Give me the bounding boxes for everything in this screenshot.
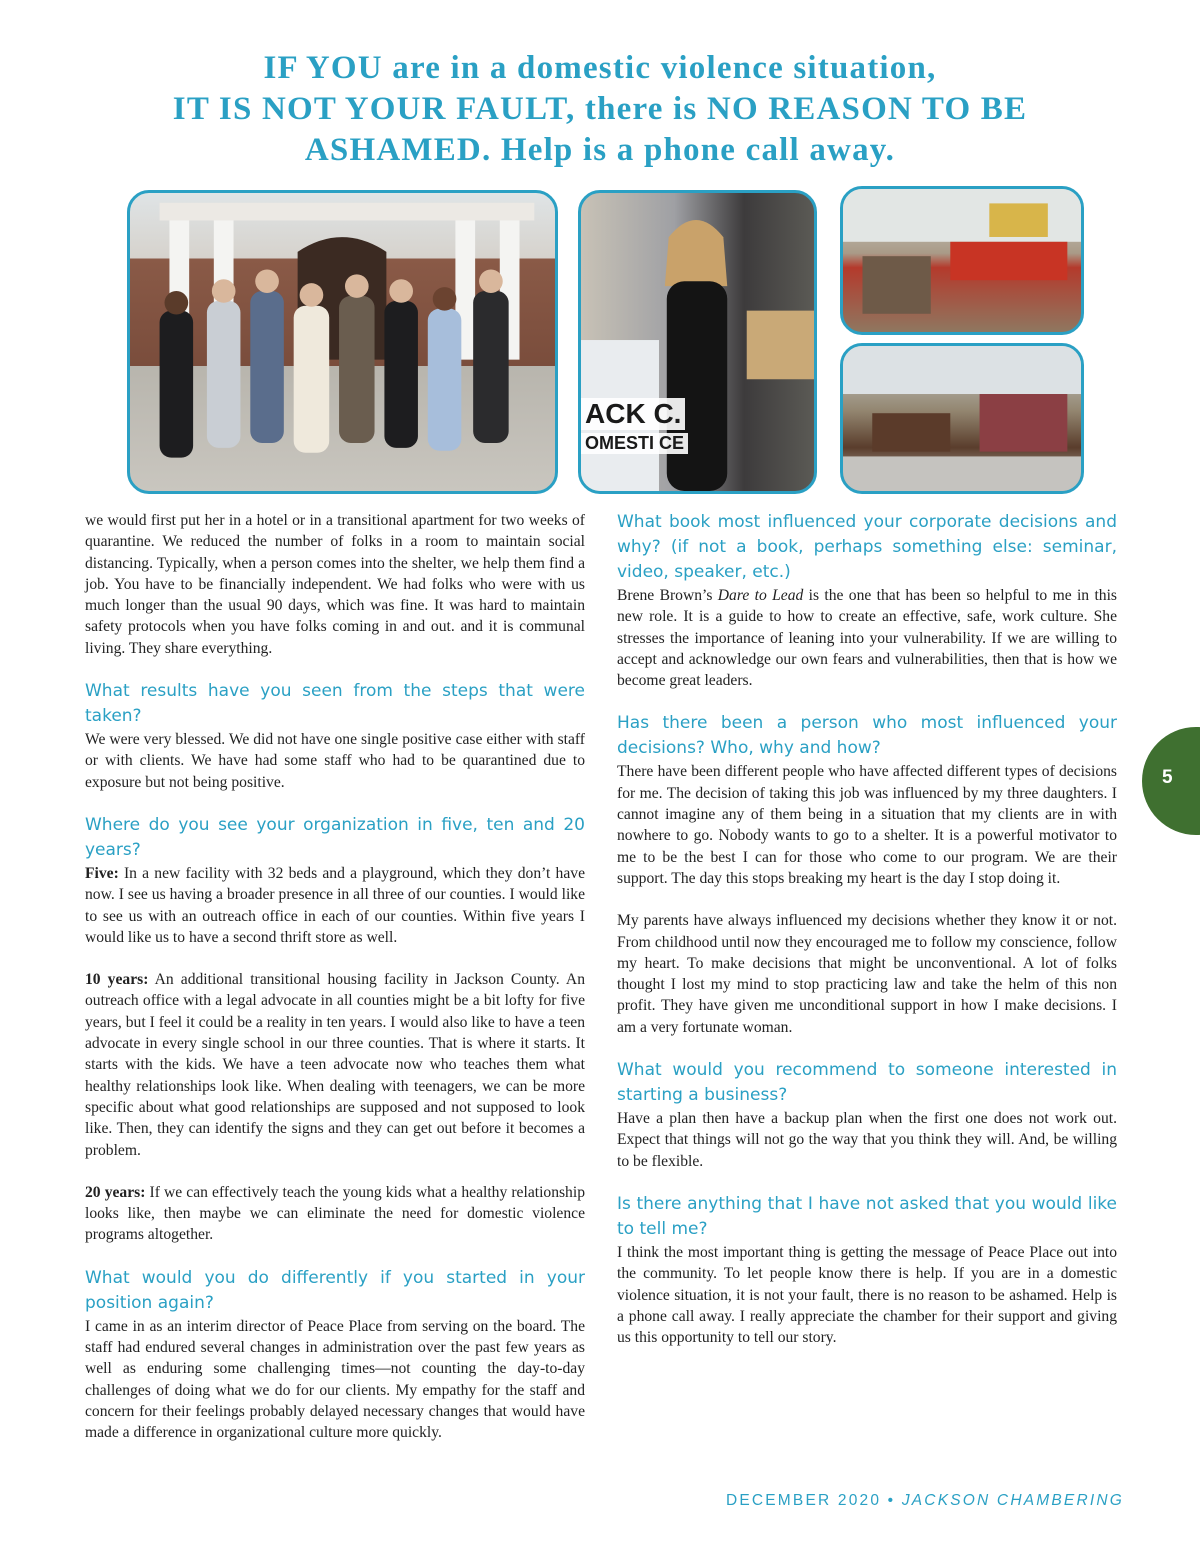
thrift-store-illustration-2: [843, 346, 1081, 491]
question-business: What would you recommend to someone interested in starting a business?: [617, 1060, 1117, 1106]
answer-business: Have a plan then have a backup plan when the first one does not work out. Expect that things will not go the way that you think they will. And, be willing to be flexible.: [617, 1110, 1117, 1170]
left-column: [85, 510, 585, 1444]
footer: [726, 1492, 1124, 1510]
headline-line-2: IT IS NOT YOUR FAULT, there is NO REASON TO BE: [172, 91, 1028, 127]
question-differently: What would you do differently if you started in your position again?: [85, 1267, 585, 1313]
footer-date: DECEMBER 2020 •: [725, 1492, 902, 1509]
answer-ten-years: [85, 969, 585, 1161]
question-results: What results have you seen from the steps that were taken?: [85, 681, 585, 727]
twenty-text: If we can effectively teach the young kids what a healthy relationship looks like, then maybe we can eliminate the need for domestic violence programs altogether.: [85, 1183, 585, 1244]
staff-group-illustration: [130, 193, 555, 491]
sign-text-1: ACK C.: [581, 398, 685, 430]
thrift-store-photo-2: [840, 343, 1084, 494]
page-number-tab: [1142, 727, 1200, 835]
answer-differently: I came in as an interim director of Peace Place from serving on the board. The staff had endured several changes in administration over the past few years as well as enduring some challenging times—not counting the day-to-day challenges of doing what we do for our clients. My empathy for the staff and concern for their feelings probably delayed necessary changes that would have made a difference in organizational culture more quickly.: [85, 1317, 585, 1442]
page-number: 5: [1162, 767, 1173, 788]
question-person: Has there been a person who most influenced your decisions? Who, why and how?: [617, 713, 1117, 759]
answer-book-post: is the one that has been so helpful to me in this new role. It is a guide to how to create an effective, safe, work culture. She stresses the importance of leaning into your vulnerability. If we are willing to accept and acknowledge our own fears and vulnerabilities, then that is how we become great leaders.: [617, 587, 1117, 690]
answer-results: We were very blessed. We did not have one single positive case either with staff or with clients. We have had some staff who had to be quarantined due to exposure but not being positive.: [85, 731, 585, 791]
thrift-store-photo-1: [840, 186, 1084, 335]
thrift-store-illustration-1: [843, 189, 1081, 332]
headline-line-3: ASHAMED. Help is a phone call away.: [304, 132, 896, 168]
ten-text: An additional transitional housing facility in Jackson County. An outreach office with a legal advocate in all counties might be a bit lofty for five years, but I feel it could be a reality in ten years. I would also like to have a teen advocate in every single school in our three counties. That is where it starts. It starts with the kids. We have a teen advocate now who teaches them what healthy relationships look like. When dealing with teenagers, we can be more specific about what good relationships are supposed and not supposed to look like. Then, they can identify the signs and they can get out before it becomes a problem.: [85, 971, 585, 1159]
headline: [60, 48, 1140, 171]
answer-person-daughters: There have been different people who have affected different types of decisions for me. The decision of taking this job was influenced by my three daughters. I cannot imagine any of them being in a situation that my clients are in with nowhere to go. Nobody wants to go to a shelter. It is a powerful motivator to me to be the best I can for those who come to our program. We are their support. The day this stops breaking my heart is the day I stop doing it.: [617, 763, 1117, 887]
footer-publication: JACKSON CHAMBERING: [901, 1492, 1124, 1509]
answer-person-parents: My parents have always influenced my decisions whether they know it or not. From childhood until now they encouraged me to follow my conscience, follow my heart. To make decisions that might be unconventional. A lot of folks thought I lost my mind to stop practicing law and take the helm of this non profit. They have given me unconditional support in how I make decisions. I am a very fortunate woman.: [617, 912, 1117, 1036]
director-photo: [578, 190, 817, 494]
question-future: Where do you see your organization in five, ten and 20 years?: [85, 814, 585, 860]
five-text: In a new facility with 32 beds and a playground, which they don’t have now. I see us having a broader presence in all three of our counties. I would like to see us with an outreach office in each of our counties. Within five years I would like us to have a second thrift store as well.: [85, 864, 585, 946]
headline-line-1: IF YOU are in a domestic violence situation,: [263, 50, 937, 86]
staff-group-photo: [127, 190, 558, 494]
question-anything-else: Is there anything that I have not asked that you would like to tell me?: [617, 1193, 1117, 1239]
book-title: Dare to Lead: [717, 587, 804, 604]
answer-book: [617, 585, 1117, 691]
twenty-label: 20 years:: [85, 1183, 146, 1201]
answer-book-pre: Brene Brown’s: [617, 587, 718, 604]
question-book: What book most influenced your corporate decisions and why? (if not a book, perhaps something else: seminar, video, speaker, etc.): [617, 512, 1117, 582]
answer-anything-else: I think the most important thing is getting the message of Peace Place out into the community. To let people know there is help. If you are in a domestic violence situation, it is not your fault, there is no reason to be ashamed. Help is a phone call away. I really appreciate the chamber for their support and giving us this opportunity to tell our story.: [617, 1243, 1117, 1347]
right-column: [617, 510, 1117, 1348]
sign-text-2: OMESTI CE: [581, 433, 688, 454]
five-label: Five:: [85, 864, 119, 882]
ten-label: 10 years:: [85, 971, 149, 989]
answer-twenty-years: [85, 1182, 585, 1246]
answer-five-years: [85, 863, 585, 948]
left-intro-paragraph: we would first put her in a hotel or in a transitional apartment for two weeks of quarantine. We reduced the number of folks in a room to maintain social distancing. Typically, when a person comes into the shelter, we help them find a job. You have to be financially independent. We had folks who were with us much longer than the usual 90 days, which was fine. It was hard to maintain safety protocols when you have folks coming in and out. and it is communal living. They share everything.: [85, 512, 585, 657]
